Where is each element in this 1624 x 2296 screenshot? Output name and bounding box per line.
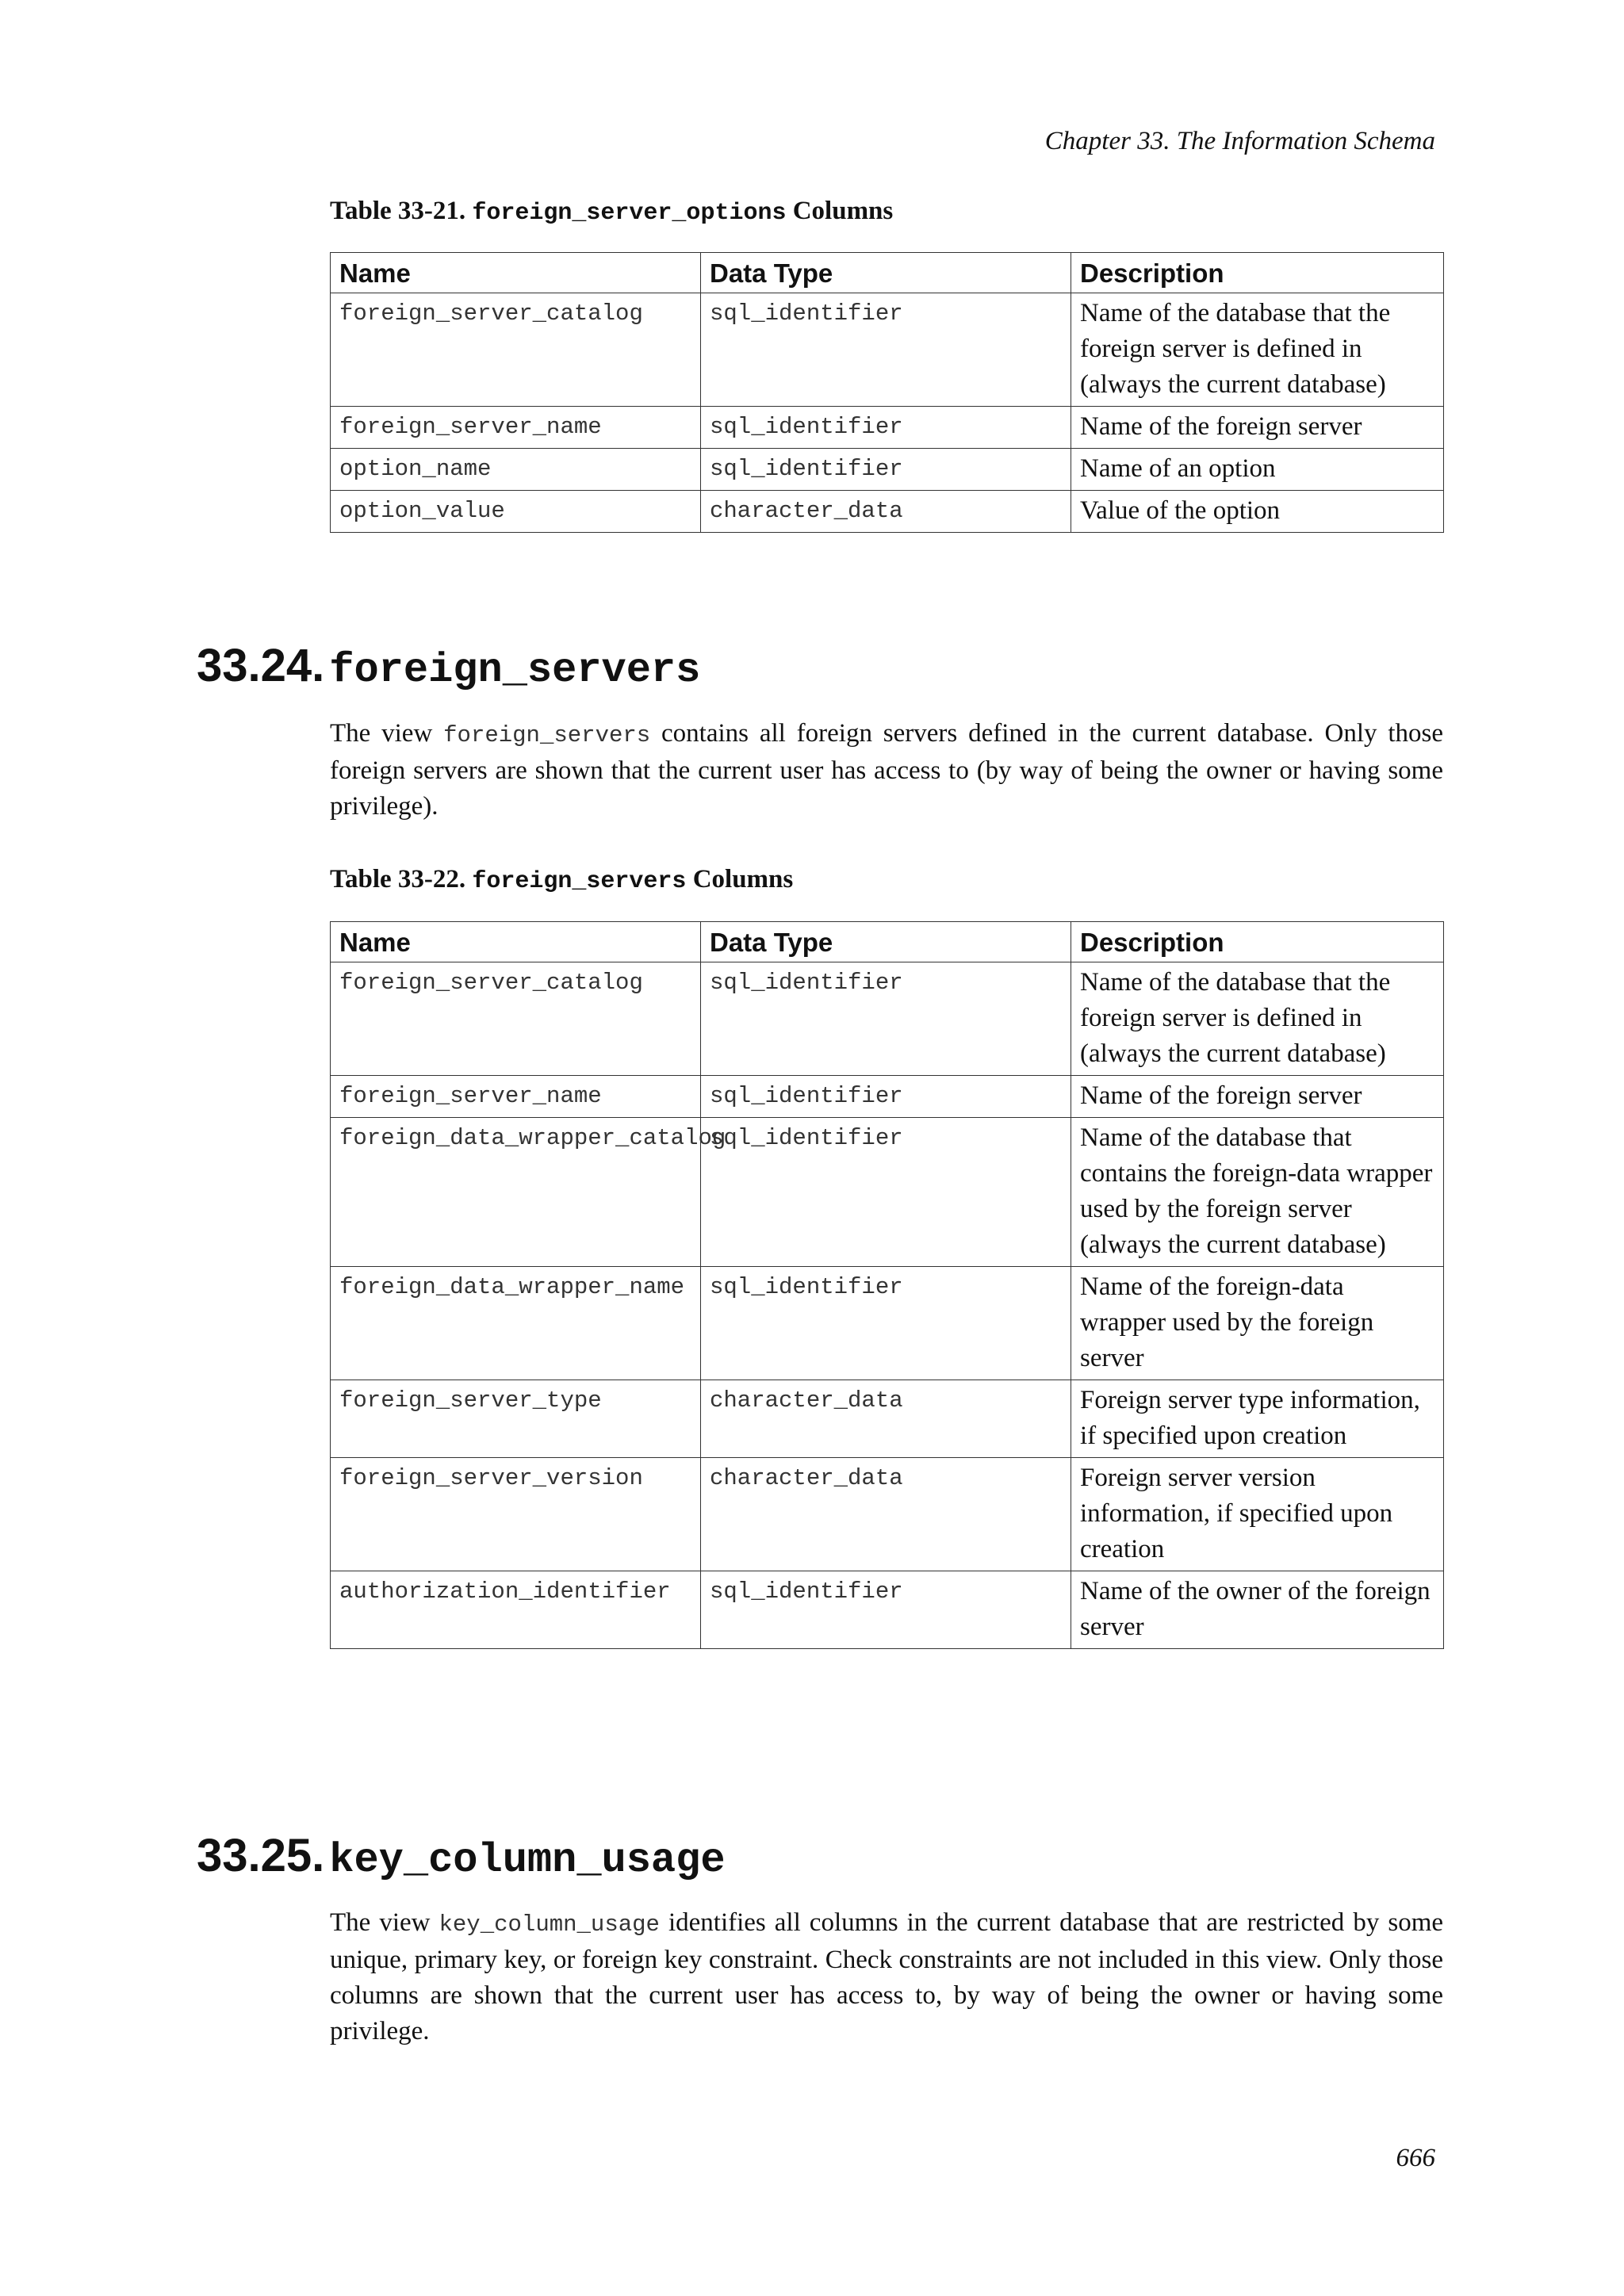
column-name: foreign_server_version [331, 1458, 701, 1571]
running-header: Chapter 33. The Information Schema [1044, 127, 1435, 155]
column-header: Name [331, 253, 701, 293]
table-row [331, 1571, 1444, 1649]
column-header: Name [331, 922, 701, 962]
column-description: Value of the option [1071, 491, 1444, 533]
column-description: Name of the foreign server [1071, 1076, 1444, 1118]
column-name: foreign_server_name [331, 407, 701, 449]
table-row [331, 962, 1444, 1076]
column-description: Name of the foreign server [1071, 407, 1444, 449]
page-number: 666 [1396, 2144, 1435, 2172]
section-heading [197, 639, 700, 694]
caption-prefix: Table 33-21. [330, 197, 466, 225]
column-description: Name of an option [1071, 449, 1444, 491]
table-row [331, 1118, 1444, 1267]
column-description: Foreign server version information, if specified upon creation [1071, 1458, 1444, 1571]
column-data-type: sql_identifier [701, 962, 1071, 1076]
inline-code: key_column_usage [439, 1911, 660, 1938]
caption-code: foreign_servers [472, 868, 687, 895]
column-data-type: character_data [701, 1458, 1071, 1571]
column-name: foreign_server_name [331, 1076, 701, 1118]
column-data-type: character_data [701, 1380, 1071, 1458]
section-number: 33.24. [197, 640, 325, 691]
table-row [331, 1076, 1444, 1118]
table-header-row [331, 922, 1444, 962]
paragraph-text: contains all foreign servers defined in the current database. Only those foreign servers are shown that the current user has access to (by way of being the owner or having some privilege). [330, 719, 1444, 821]
column-name: foreign_data_wrapper_name [331, 1267, 701, 1380]
column-name: foreign_server_catalog [331, 962, 701, 1076]
section-paragraph [330, 1905, 1443, 2049]
column-name: authorization_identifier [331, 1571, 701, 1649]
table-row [331, 1458, 1444, 1571]
caption-prefix: Table 33-22. [330, 865, 466, 894]
section-paragraph [330, 716, 1443, 825]
section-name: key_column_usage [329, 1837, 726, 1884]
column-data-type: sql_identifier [701, 1076, 1071, 1118]
caption-suffix: Columns [792, 197, 894, 225]
table-row [331, 293, 1444, 407]
column-name: foreign_server_catalog [331, 293, 701, 407]
column-description: Name of the database that the foreign server is defined in (always the current database) [1071, 962, 1444, 1076]
column-description: Name of the foreign-data wrapper used by the foreign server [1071, 1267, 1444, 1380]
column-name: option_value [331, 491, 701, 533]
column-data-type: character_data [701, 491, 1071, 533]
table-row [331, 407, 1444, 449]
columns-table-33-21 [330, 252, 1444, 533]
table-row [331, 449, 1444, 491]
section-number: 33.25. [197, 1830, 325, 1881]
column-data-type: sql_identifier [701, 1118, 1071, 1267]
table-caption [330, 197, 893, 227]
column-name: option_name [331, 449, 701, 491]
column-data-type: sql_identifier [701, 1571, 1071, 1649]
column-header: Description [1071, 922, 1444, 962]
column-name: foreign_server_type [331, 1380, 701, 1458]
column-data-type: sql_identifier [701, 449, 1071, 491]
column-description: Name of the database that contains the foreign-data wrapper used by the foreign server (always the current database) [1071, 1118, 1444, 1267]
column-header: Description [1071, 253, 1444, 293]
column-data-type: sql_identifier [701, 1267, 1071, 1380]
inline-code: foreign_servers [443, 722, 651, 748]
section-heading [197, 1829, 726, 1884]
column-data-type: sql_identifier [701, 407, 1071, 449]
paragraph-text: identifies all columns in the current database that are restricted by some unique, primary key, or foreign key constraint. Check constraints are not included in this view. Only those columns are shown that the current user has access to, by way of being the owner or having some privilege. [330, 1908, 1444, 2045]
column-header: Data Type [701, 253, 1071, 293]
column-description: Foreign server type information, if specified upon creation [1071, 1380, 1444, 1458]
column-name: foreign_data_wrapper_catalog [331, 1118, 701, 1267]
column-header: Data Type [701, 922, 1071, 962]
table-row [331, 1267, 1444, 1380]
paragraph-text: The view [330, 719, 444, 748]
column-description: Name of the database that the foreign server is defined in (always the current database) [1071, 293, 1444, 407]
paragraph-text: The view [330, 1908, 439, 1937]
caption-code: foreign_server_options [472, 200, 787, 227]
table-row [331, 491, 1444, 533]
section-name: foreign_servers [329, 647, 701, 694]
caption-suffix: Columns [692, 865, 794, 894]
table-header-row [331, 253, 1444, 293]
column-data-type: sql_identifier [701, 293, 1071, 407]
column-description: Name of the owner of the foreign server [1071, 1571, 1444, 1649]
table-caption [330, 865, 793, 895]
table-row [331, 1380, 1444, 1458]
columns-table-33-22 [330, 921, 1444, 1649]
